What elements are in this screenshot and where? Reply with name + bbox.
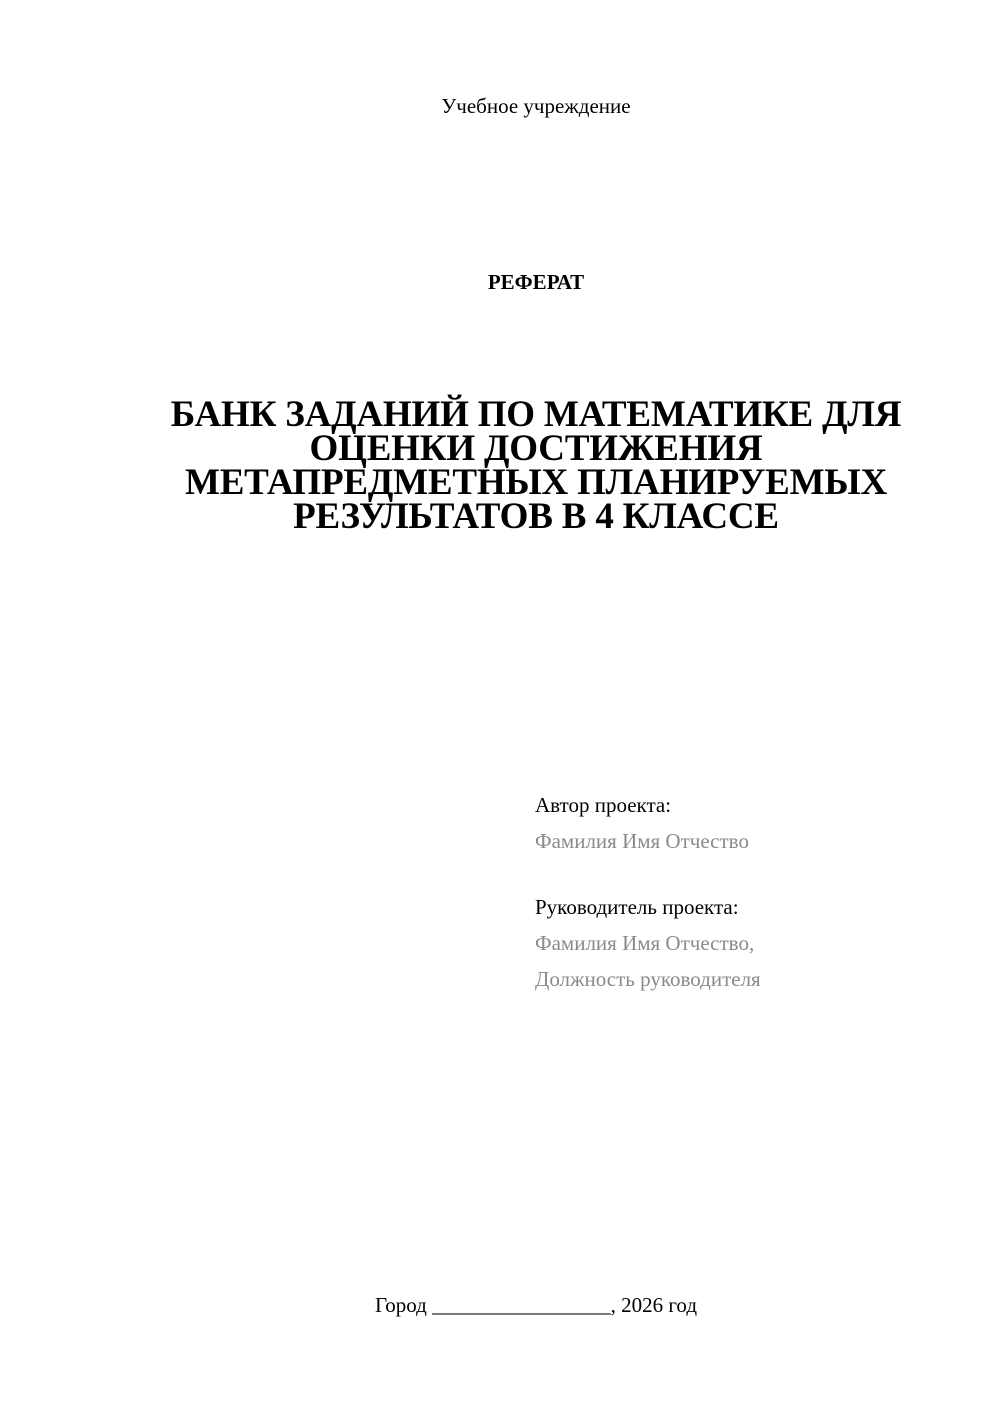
supervisor-name: Фамилия Имя Отчество, — [535, 931, 755, 955]
city-year-line: Город _________________, 2026 год — [374, 1293, 698, 1317]
supervisor-position: Должность руководителя — [535, 967, 761, 991]
institution-name: Учебное учреждение — [441, 94, 631, 118]
project-roles — [535, 787, 975, 997]
main-title-line: ОЦЕНКИ ДОСТИЖЕНИЯ — [309, 428, 763, 469]
supervisor-label: Руководитель проекта: — [535, 895, 739, 919]
main-title-line: БАНК ЗАДАНИЙ ПО МАТЕМАТИКЕ ДЛЯ — [170, 394, 902, 435]
main-title-line: РЕЗУЛЬТАТОВ В 4 КЛАССЕ — [293, 496, 779, 537]
author-name: Фамилия Имя Отчество — [535, 829, 749, 853]
main-title — [140, 394, 932, 537]
spacer — [535, 859, 975, 889]
author-label: Автор проекта: — [535, 793, 672, 817]
main-title-line: МЕТАПРЕДМЕТНЫХ ПЛАНИРУЕМЫХ — [184, 462, 888, 503]
document-type: РЕФЕРАТ — [487, 270, 585, 294]
